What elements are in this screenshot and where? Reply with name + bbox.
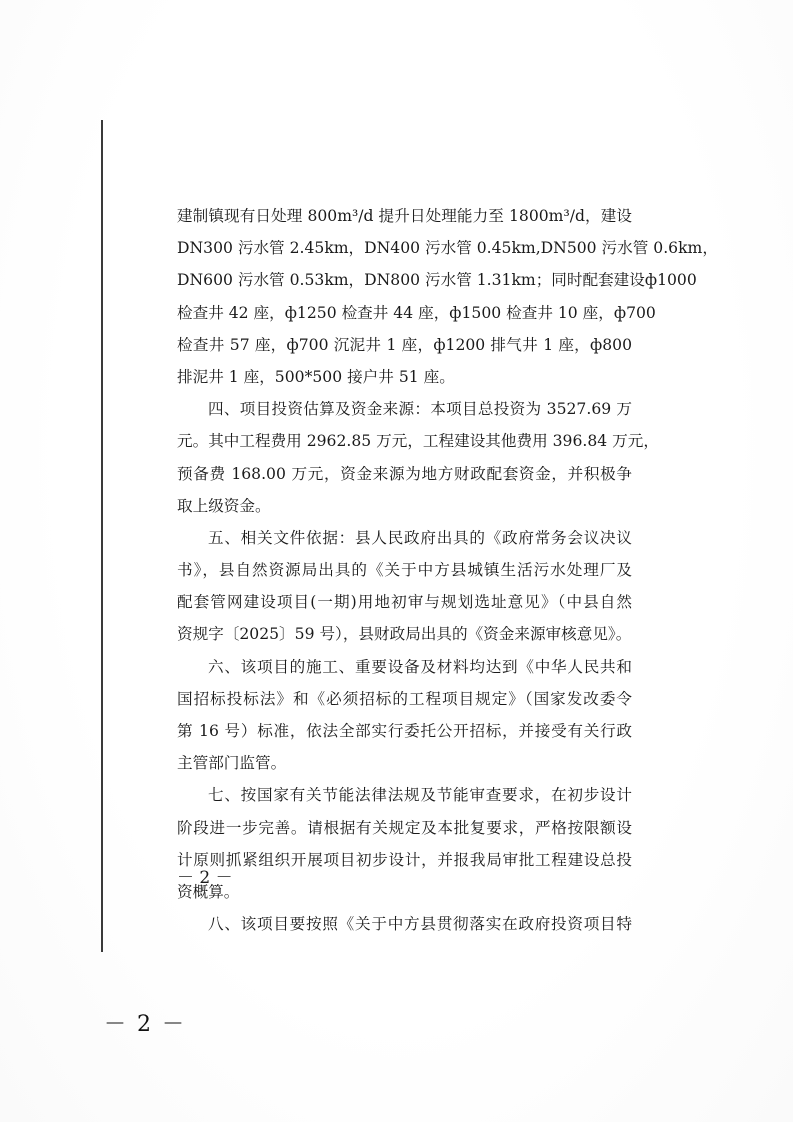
- text-line-3: DN600 污水管 0.53km，DN800 污水管 1.31km；同时配套建设ф1000: [177, 271, 697, 290]
- section-six-line-3: 第 16 号）标准，依法全部实行委托公开招标，并接受有关行政: [177, 722, 632, 740]
- text-line-4: 检查井 42 座，ф1250 检查井 44 座，ф1500 检查井 10 座，ф700: [177, 303, 656, 322]
- text-line-6: 排泥井 1 座，500*500 接户井 51 座。: [177, 367, 455, 386]
- section-five-line-2: 书》，县自然资源局出具的《关于中方县城镇生活污水处理厂及: [177, 561, 632, 580]
- document-body: [177, 200, 718, 940]
- scan-edge-line: [101, 120, 103, 952]
- text-line-1: 建制镇现有日处理 800m³/d 提升日处理能力至 1800m³/d，建设: [177, 207, 632, 225]
- section-four-line-3: 预备费 168.00 万元，资金来源为地方财政配套资金，并积极争: [177, 464, 632, 483]
- text-line-2: DN300 污水管 2.45km，DN400 污水管 0.45km,DN500 污水管 0.6km，: [177, 239, 718, 258]
- section-five-line-1: 五、相关文件依据：县人民政府出具的《政府常务会议决议: [208, 528, 632, 547]
- section-eight-line-1: 八、该项目要按照《关于中方县贯彻落实在政府投资项目特: [208, 915, 632, 934]
- section-six-line-1: 六、该项目的施工、重要设备及材料均达到《中华人民共和: [208, 657, 632, 676]
- section-four-line-4: 取上级资金。: [177, 496, 271, 515]
- section-seven-line-1: 七、按国家有关节能法律法规及节能审查要求，在初步设计: [208, 786, 632, 805]
- text-line-5: 检查井 57 座，ф700 沉泥井 1 座，ф1200 排气井 1 座，ф800: [177, 335, 632, 354]
- section-four-line-1: 四、项目投资估算及资金来源：本项目总投资为 3527.69 万: [208, 400, 632, 419]
- section-seven-line-3: 计原则抓紧组织开展项目初步设计，并报我局审批工程建设总投: [177, 850, 632, 869]
- section-seven-line-4: 资概算。: [177, 882, 240, 901]
- section-six-line-2: 国招标投标法》和《必须招标的工程项目规定》（国家发改委令: [177, 689, 632, 708]
- section-five-line-3: 配套管网建设项目(一期)用地初审与规划选址意见》（中县自然: [177, 593, 632, 612]
- section-seven-line-2: 阶段进一步完善。请根据有关规定及本批复要求，严格按限额设: [177, 818, 632, 837]
- outer-page-number: － 2 －: [104, 1012, 186, 1037]
- section-five-line-4: 资规字〔2025〕59 号），县财政局出具的《资金来源审核意见》。: [177, 625, 632, 644]
- section-four-line-2: 元。其中工程费用 2962.85 万元，工程建设其他费用 396.84 万元，: [177, 432, 659, 451]
- section-six-line-4: 主管部门监管。: [177, 754, 287, 773]
- inner-page-number: － 2 －: [177, 868, 233, 888]
